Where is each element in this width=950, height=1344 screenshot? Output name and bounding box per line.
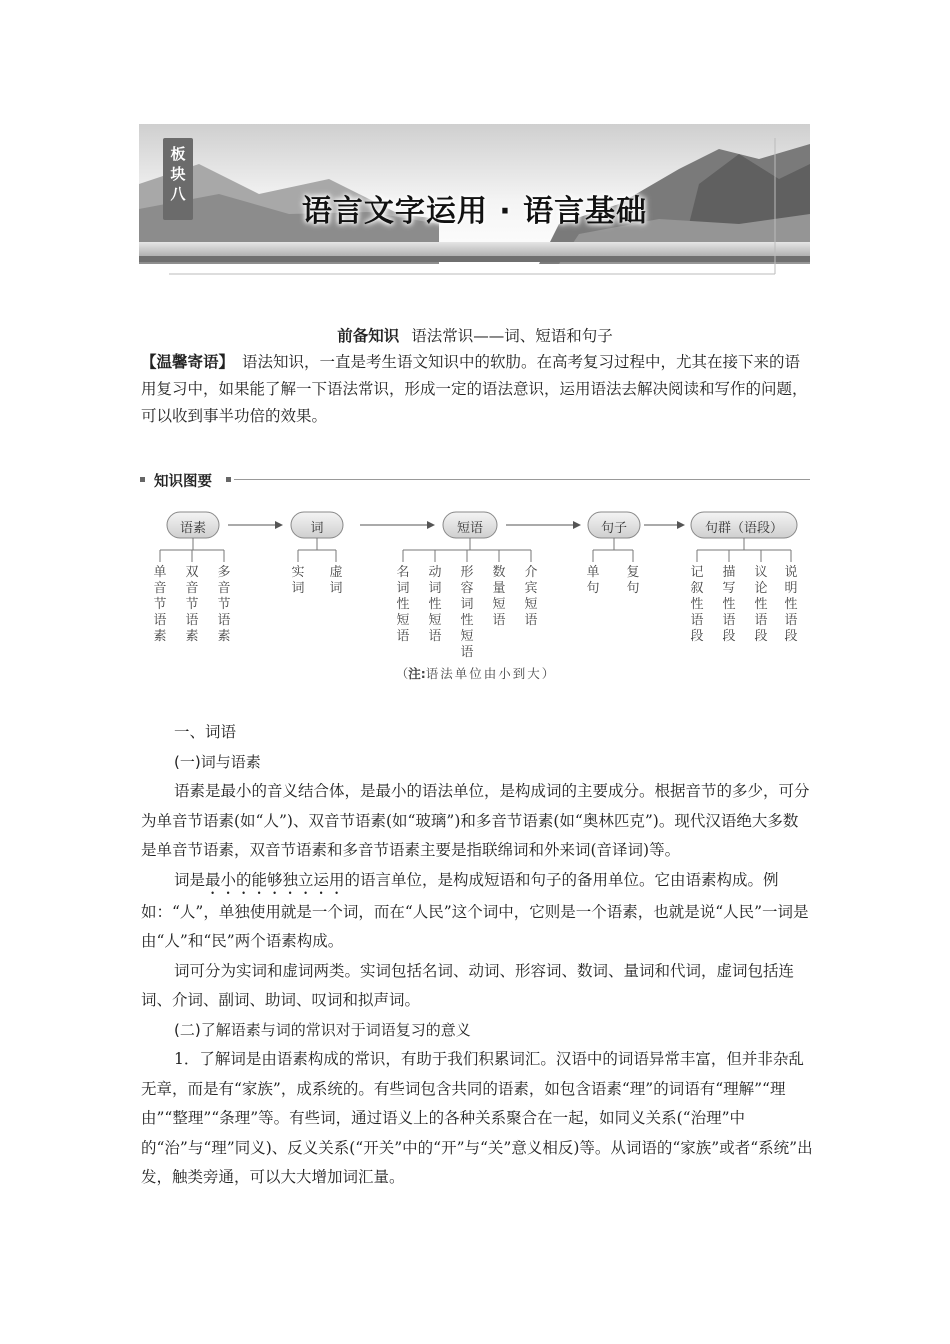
node-label: 句子 <box>600 521 627 536</box>
branch-label: 动词性短语 <box>428 565 442 644</box>
section-heading: 一、词语 <box>174 723 237 741</box>
knowledge-diagram <box>140 500 810 660</box>
branch-label: 形容词性短语 <box>460 565 474 660</box>
paragraph <box>141 866 813 957</box>
body-text <box>141 718 813 1193</box>
paragraph-text: 的语言单位，是构成短语和句子的备用单位。它由语素构成。例如：“人”，单独使用就是一个词，而在“人民”这个词中，它则是一个语素，也就是说“人民”一词是由“人”和“民”两个语素构成。 <box>141 870 809 950</box>
subsection-heading: (一)词与语素 <box>174 752 261 771</box>
branch-label: 虚词 <box>329 565 343 596</box>
branch-label: 数量短语 <box>492 565 506 628</box>
divider-line <box>234 479 810 480</box>
intro-paragraph <box>141 348 813 430</box>
note-text: 语法单位由小到大 <box>425 666 542 681</box>
subtitle <box>0 324 950 346</box>
node-label: 句群（语段） <box>704 521 783 536</box>
node-label: 短语 <box>456 521 483 536</box>
note-label: 注: <box>408 666 426 681</box>
branch-label: 描写性语段 <box>722 565 736 644</box>
paragraph: 1．了解词是由语素构成的常识，有助于我们积累词汇。汉语中的词语异常丰富，但并非杂乱无章，而是有“家族”，成系统的。有些词包含共同的语素，如包含语素“理”的词语有“理解”“理由”“整理”“条理”等。有些词，通过语义上的各种关系聚合在一起，如同义关系(“治理”中的“治”与“理”同义)、反义关系(“开关”中的“开”与“关”意义相反)等。从词语的“家族”或者“系统”出发，触类旁通，可以大大增加词汇量。 <box>141 1050 813 1186</box>
bullet-square-icon <box>140 477 145 482</box>
section-tag-char: 八 <box>170 185 186 203</box>
page-title: 语言文字运用 · 语言基础 <box>301 194 648 229</box>
branch-label: 双音节语素 <box>185 565 199 644</box>
branch-label: 单句 <box>586 565 600 596</box>
section-tag-char: 块 <box>170 165 186 183</box>
paragraph: 词可分为实词和虚词两类。实词包括名词、动词、形容词、数词、量词和代词，虚词包括连词、介词、副词、助词、叹词和拟声词。 <box>141 961 795 1009</box>
tip-label: 【温馨寄语】 <box>141 352 235 371</box>
section-tag-char: 板 <box>170 145 186 163</box>
branch-label: 名词性短语 <box>396 565 410 644</box>
subtitle-text: 语法常识——词、短语和句子 <box>411 327 613 345</box>
subtitle-label: 前备知识 <box>337 326 400 345</box>
emphasis-text: 最小的能够独立运用 <box>205 870 345 889</box>
knowledge-map-heading <box>140 470 810 490</box>
branch-label: 实词 <box>291 565 305 596</box>
branch-label: 介宾短语 <box>524 565 538 628</box>
paragraph-text: 词是 <box>174 870 206 889</box>
branch-label: 多音节语素 <box>217 565 231 644</box>
branch-label: 记叙性语段 <box>690 565 704 644</box>
branch-label: 说明性语段 <box>784 565 798 644</box>
branch-label: 议论性语段 <box>754 565 768 644</box>
knowledge-map-label: 知识图要 <box>154 474 212 490</box>
node-label: 语素 <box>179 521 206 536</box>
node-label: 词 <box>310 521 324 536</box>
intro-text: 语法知识，一直是考生语文知识中的软肋。在高考复习过程中，尤其在接下来的语用复习中，如果能了解一下语法常识，形成一定的语法意识，运用语法去解决阅读和写作的问题，可以收到事半功倍的效果。 <box>141 353 808 425</box>
note-paren: ） <box>541 666 555 681</box>
branch-label: 复句 <box>626 565 640 596</box>
branch-label: 单音节语素 <box>153 565 167 644</box>
bullet-square-icon <box>226 477 231 482</box>
paragraph: 语素是最小的音义结合体，是最小的语法单位，是构成词的主要成分。根据音节的多少，可分为单音节语素(如“人”)、双音节语素(如“玻璃”)和多音节语素(如“奥林匹克”)。现代汉语绝大多数是单音节语素，双音节语素和多音节语素主要是指联绵词和外来词(音译词)等。 <box>141 782 810 859</box>
note-paren: （ <box>395 666 409 681</box>
subsection-heading: (二)了解语素与词的常识对于词语复习的意义 <box>174 1020 471 1039</box>
diagram-note <box>140 664 810 682</box>
